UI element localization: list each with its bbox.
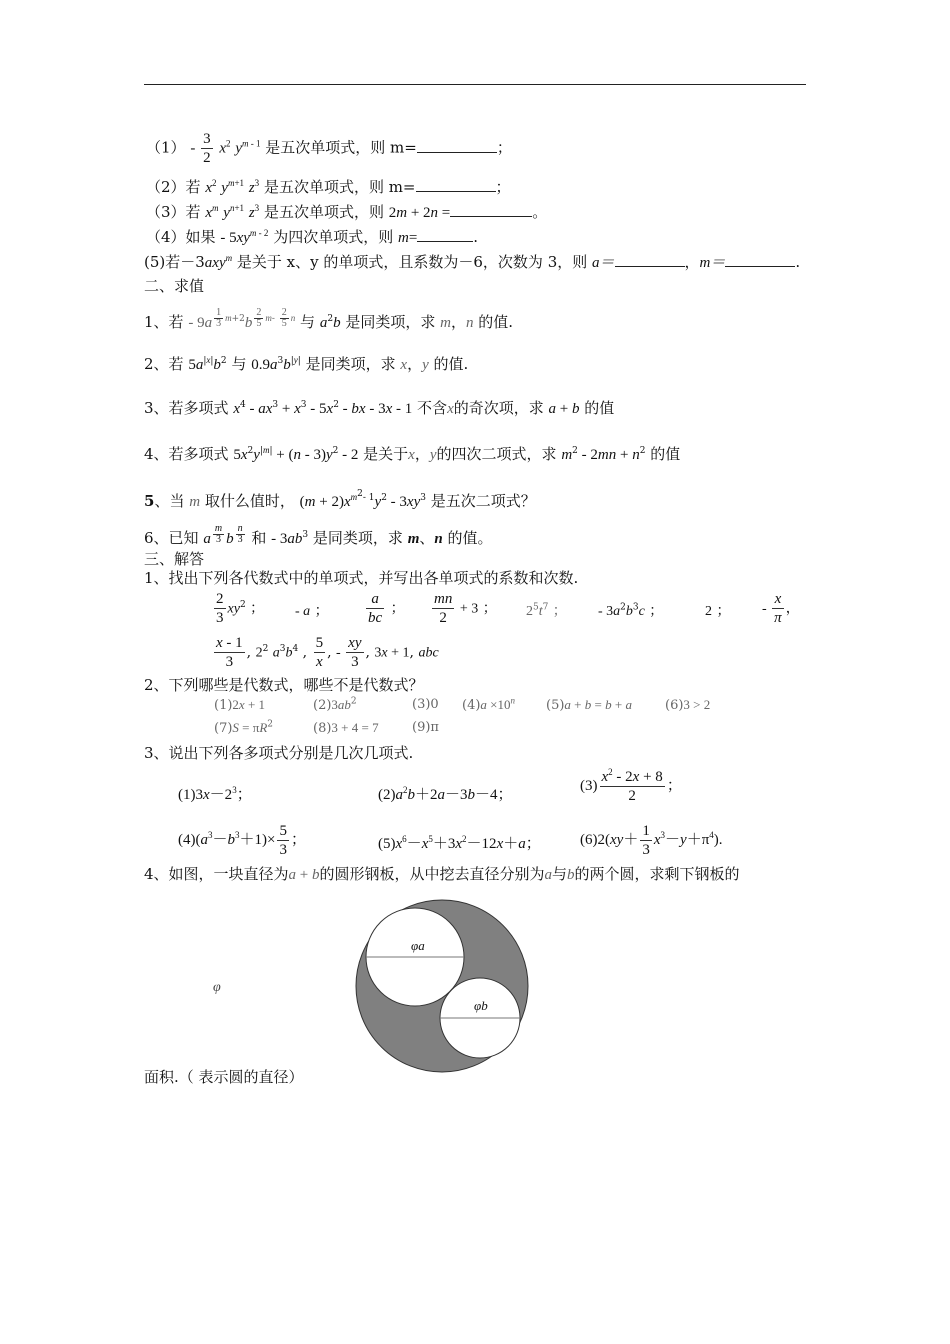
poly-3: (3) $\frac{x^2 - 2x + 8}{2}$ ； xyxy=(580,767,682,804)
q2-item-3: (3)0 xyxy=(412,697,439,712)
section-3-q4: 4、如图，一块直径为a + b的圆形钢板，从中挖去直径分别为a与b的两个圆，求剩下钢板的 xyxy=(144,865,740,883)
steel-plate-figure xyxy=(354,898,530,1074)
answer-blank[interactable] xyxy=(416,179,496,192)
q2-item-5: (5)a + b = b + a xyxy=(546,697,632,713)
question-1-4: （4）如果 - $5xy^m$ $^{- 2}$ 为四次单项式，则 m= . xyxy=(146,228,479,246)
section-2-q4: 4、若多项式 $5x^2y^{|m|} + (n - 3)y^2 - 2$ 是关于x，y的四次二项式，求 $m^2 - 2mn + n^2$ 的值 xyxy=(144,445,681,463)
expr-3: $\frac{a}{bc}$ ； xyxy=(368,591,405,626)
expr-1: $\frac{2}{3}$ $xy^2$ ； xyxy=(216,591,265,626)
answer-blank[interactable] xyxy=(417,140,497,153)
section-3-q4-tail: 面积.（ 表示圆的直径） xyxy=(144,1068,304,1086)
q2-item-1: (1)2x + 1 xyxy=(214,697,266,713)
q2-item-7: $(7)S = \pi R^2$ xyxy=(214,719,274,736)
section-2-q1: 1、若 - 9a $^{\frac{1}{3} m+2}$b $^{\frac{2}{5} m- \frac{2}{5} n}$ 与 $a^2b$ 是同类项，求 m，n 的值. xyxy=(144,307,514,331)
poly-4: $(4)(a^3-b^3+1)\times$ $\frac{5}{3}$ ； xyxy=(178,823,306,858)
poly-1: $(1)3x-2^3$； xyxy=(178,785,252,803)
q2-item-9: (9)π xyxy=(412,720,439,735)
expr-5: $2^5t^7$ ； xyxy=(526,602,567,619)
poly-2: $(2)a^2b+2a-3b-4$； xyxy=(378,785,513,803)
answer-blank[interactable] xyxy=(725,254,795,267)
answer-blank[interactable] xyxy=(417,229,473,242)
expr-7: 2 ； xyxy=(705,603,731,619)
expr-8: - $\frac{x}{\pi}$ ， xyxy=(762,591,800,626)
expr-6: - $3a^2b^3c$ ； xyxy=(598,602,664,619)
section-2-q5: 5、当 m 取什么值时， $(m + 2)x^{m^2- 1}y^2 - 3xy^3$ 是五次二项式？ xyxy=(144,489,536,510)
header-rule xyxy=(144,84,806,85)
question-1-1: （1） - $\frac{3}{2}$ $x^2$ $y^m$ $^{- 1}$ 是五次单项式，则 m= ； xyxy=(146,131,512,166)
expr-2: - a ； xyxy=(295,603,329,619)
poly-5: $(5)x^6-x^5+3x^2-12x+a$； xyxy=(378,834,541,852)
poly-6: (6)2(xy＋ $\frac{1}{3}$ $x^3-y+\pi^4$). xyxy=(580,823,723,858)
section-2-title: 二、求值 xyxy=(144,277,205,295)
answer-blank[interactable] xyxy=(615,254,685,267)
label-a: φa xyxy=(411,938,425,953)
q2-item-2: $(2)3ab^2$ xyxy=(313,696,357,713)
section-3-title: 三、解答 xyxy=(144,550,205,568)
question-1-5: (5)若－3axy$^m$ 是关于 x、y 的单项式，且系数为－6，次数为 3，则 a＝ ，m＝ . xyxy=(144,253,801,271)
q2-item-8: (8)3 + 4 = 7 xyxy=(313,720,379,736)
section-3-q1: 1、找出下列各代数式中的单项式，并写出各单项式的系数和次数. xyxy=(144,569,579,587)
question-1-2: （2）若 $x^2$ $y^{m+1}$ $z^3$ 是五次单项式，则 m= ； xyxy=(146,178,511,196)
section-3-q3: 3、说出下列各多项式分别是几次几项式. xyxy=(144,744,414,762)
section-2-q3: 3、若多项式 $x^4 - ax^3 + x^3 - 5x^2$ - bx - 3x - 1 不含x的奇次项，求 a + b 的值 xyxy=(144,399,615,417)
question-1-3: （3）若 $x^m$ $y^{n+1}$ $z^3$ 是五次单项式，则 2m + 2n = 。 xyxy=(146,203,548,221)
q2-item-4: $(4)a \times 10^n$ xyxy=(462,695,516,713)
expr-4: $\frac{mn}{2}$ + 3 ； xyxy=(434,591,497,626)
section-2-q2: 2、若 $5a^{|x|}b^2$ 与 $0.9a^3b^{|y|}$ 是同类项，求 x，y 的值. xyxy=(144,355,469,373)
label-b: φb xyxy=(474,998,488,1013)
section-2-q6: 6、已知 a $^{\frac{m}{3}}$ b $^{\frac{n}{3}}$ 和 - $3ab^3$ 是同类项，求 m、n 的值。 xyxy=(144,523,493,547)
section-3-q2: 2、下列哪些是代数式，哪些不是代数式？ xyxy=(144,676,424,694)
q2-item-6: (6)3 > 2 xyxy=(665,697,711,713)
expr-row-2: $\frac{x - 1}{3}$ , $2^2$ $a^3b^4$ , $\frac{5}{x}$ , - $\frac{xy}{3}$ , 3x + 1, abc xyxy=(216,635,439,670)
phi-symbol: φ xyxy=(213,980,221,995)
answer-blank[interactable] xyxy=(450,204,532,217)
